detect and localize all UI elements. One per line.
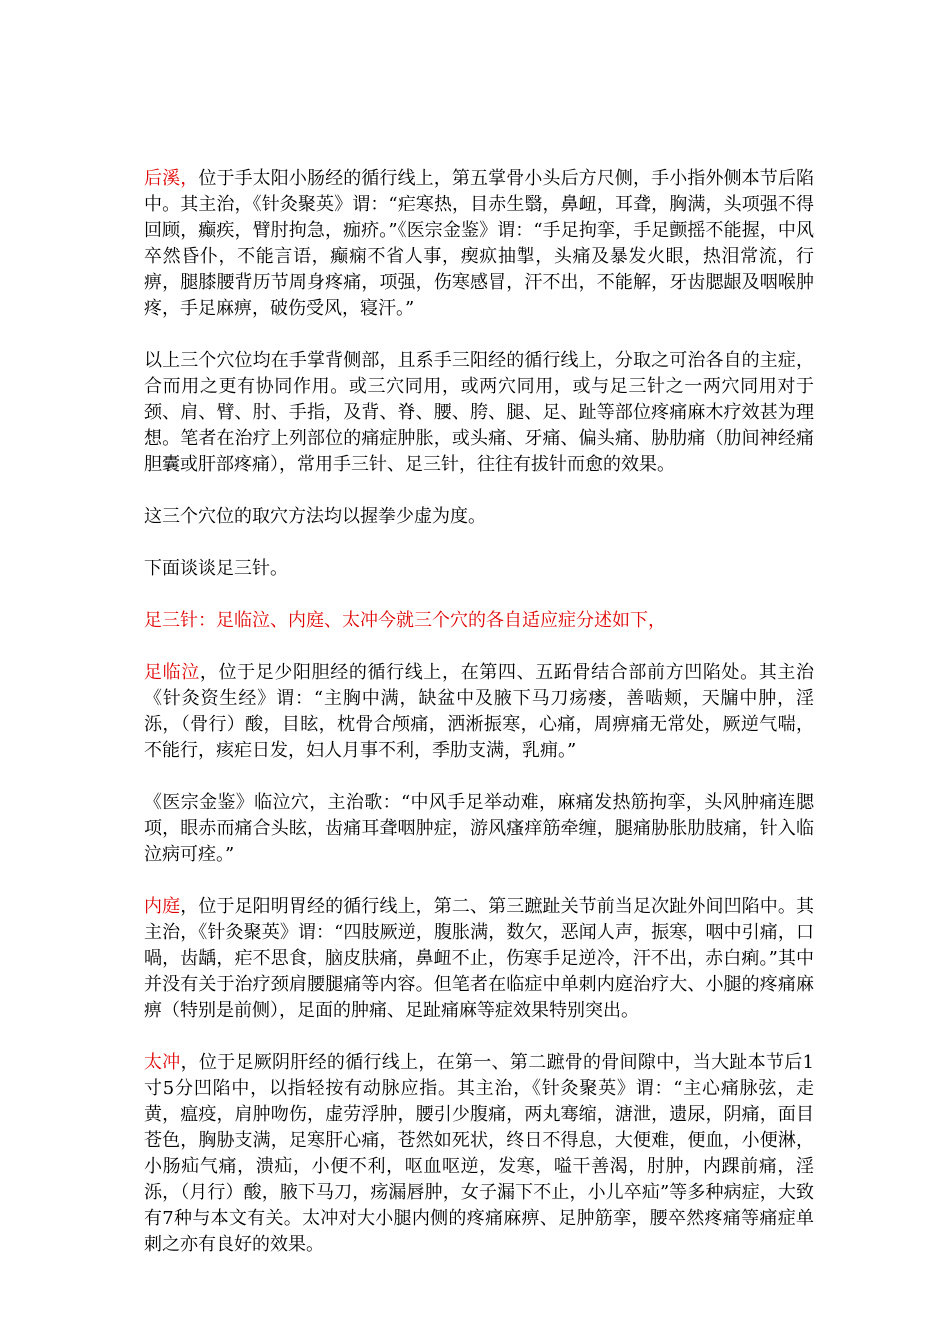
- section-heading-foot-three-needles: 足三针：足临泣、内庭、太冲今就三个穴的各自适应症分述如下，: [144, 610, 666, 631]
- paragraph-text: ，位于足少阳胆经的循行线上，在第四、五跖骨结合部前方凹陷处。其主治《针灸资生经》谓：“主胸中满，缺盆中及腋下马刀疡瘘，善啮颊，天牖中肿，淫泺，（骨行）酸，目眩，枕骨合颅痛，洒淅振寒，心痛，周痹痛无常处，厥逆气喘，不能行，痎疟日发，妇人月事不利，季肋支满，乳痈。”: [144, 662, 815, 761]
- paragraph-intro-foot: 下面谈谈足三针。: [144, 558, 288, 579]
- paragraph-text: ，位于足阳明胃经的循行线上，第二、第三蹠趾关节前当足次趾外间凹陷中。其主治，《针灸聚英》谓：“四肢厥逆，腹胀满，数欠，恶闻人声，振寒，咽中引痛，口喎，齿龋，疟不思食，脑皮肤痛，鼻衄不止，伤寒手足逆冷，汗不出，赤白痢。”其中并没有关于治疗颈肩腰腿痛等内容。但笔者在临症中单刺内庭治疗大、小腿的疼痛麻痹（特别是前侧），足面的肿痛、足趾痛麻等症效果特别突出。: [144, 896, 815, 1021]
- paragraph-taichong: [144, 1050, 814, 1258]
- acupoint-heading-zulinqi: 足临泣: [144, 662, 200, 683]
- paragraph-summary: 以上三个穴位均在手掌背侧部，且系手三阳经的循行线上，分取之可治各自的主症，合而用之更有协同作用。或三穴同用，或两穴同用，或与足三针之一两穴同用对于颈、肩、臂、肘、手指，及背、脊、腰、胯、腿、足、趾等部位疼痛麻木疗效甚为理想。笔者在治疗上列部位的痛症肿胀，或头痛、牙痛、偏头痛、胁肋痛（肋间神经痛胆囊或肝部疼痛），常用手三针、足三针，往往有拔针而愈的效果。: [144, 350, 814, 475]
- paragraph-houxi: [144, 166, 814, 322]
- paragraph-zulinqi: [144, 660, 814, 764]
- paragraph-spacer: [144, 634, 814, 660]
- paragraph-yizong-song: 《医宗金鉴》临泣穴，主治歌：“中风手足举动难，麻痛发热筋拘挛，头风肿痛连腮项，眼赤而痛合头眩，齿痛耳聋咽肿症，游风瘙痒筋牵缠，腿痛胁胀肋肢痛，针入临泣病可痊。”: [144, 792, 814, 865]
- paragraph-spacer: [144, 530, 814, 556]
- acupoint-heading-taichong: 太冲: [144, 1052, 181, 1073]
- paragraph-text: ，位于足厥阴肝经的循行线上，在第一、第二蹠骨的骨间隙中，当大趾本节后1寸5分凹陷中，以指轻按有动脉应指。其主治，《针灸聚英》谓：“主心痛脉弦，走黄，瘟疫，肩肿吻伤，虚劳浮肿，腰引少腹痛，两丸骞缩，溏泄，遗尿，阴痛，面目苍色，胸胁支满，足寒肝心痛，苍然如死状，终日不得息，大便难，便血，小便淋，小肠疝气痛，溃疝，小便不利，呕血呕逆，发寒，嗌干善渴，肘肿，内踝前痛，淫泺，（月行）酸，腋下马刀，疡漏唇肿，女子漏下不止，小儿卒疝”等多种病症，大致有7种与本文有关。太冲对大小腿内侧的疼痛麻痹、足肿筋挛，腰卒然疼痛等痛症单刺之亦有良好的效果。: [144, 1052, 815, 1255]
- paragraph-neiting: [144, 894, 814, 1024]
- document-body: [144, 166, 814, 1258]
- paragraph-text: 位于手太阳小肠经的循行线上，第五掌骨小头后方尺侧，手小指外侧本节后陷中。其主治，《针灸聚英》谓：“疟寒热，目赤生翳，鼻衄，耳聋，胸满，头项强不得回顾，癫疾，臂肘拘急，痂疥。”《医宗金鉴》谓：“手足拘挛，手足颤摇不能握，中风卒然昏仆，不能言语，癫痫不省人事，瘈疭抽掣，头痛及暴发火眼，热泪常流，行痹，腿膝腰背历节周身疼痛，项强，伤寒感冒，汗不出，不能解，牙齿腮龈及咽喉肿疼，手足麻痹，破伤受风，寝汗。”: [144, 168, 815, 319]
- paragraph-spacer: [144, 868, 814, 894]
- paragraph-spacer: [144, 582, 814, 608]
- paragraph-spacer: [144, 764, 814, 790]
- paragraph-spacer: [144, 478, 814, 504]
- paragraph-spacer: [144, 1024, 814, 1050]
- acupoint-heading-houxi: 后溪，: [144, 168, 199, 189]
- paragraph-method: 这三个穴位的取穴方法均以握拳少虚为度。: [144, 506, 486, 527]
- paragraph-spacer: [144, 322, 814, 348]
- acupoint-heading-neiting: 内庭: [144, 896, 181, 917]
